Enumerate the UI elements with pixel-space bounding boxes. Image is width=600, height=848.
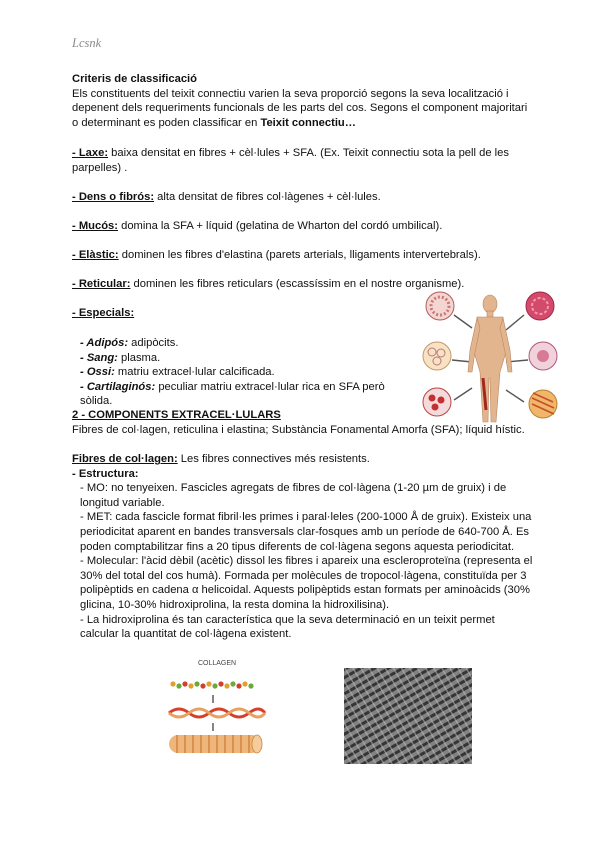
section-components [72,408,542,437]
dens-label: - Dens o fibrós: [72,191,155,203]
especials-list [80,336,420,409]
fibres-estructura: - Estructura: [72,467,139,480]
dens-text: alta densitat de fibres col·làgenes + cèl·lules. [154,191,381,203]
laxe-text: baixa densitat en fibres + cèl·lules + SFA. (Ex. Teixit connectiu sota la pell de les parpelles) . [72,147,509,174]
mucos-text: domina la SFA + líquid (gelatina de Wharton del cordó umbilical). [118,220,443,232]
amino-acid-chain [170,681,253,688]
criteris-intro-bold: Teixit connectiu… [260,116,356,129]
criteris-intro: Els constituents del teixit connectiu varien la seva proporció segons la seva localització i depenent dels requeriments funcionals de les parts del cos. Segons el component majoritari o determinant es poden classificar en Teixit connectiu… [72,87,528,129]
fibres-molecular: - Molecular: l'àcid dèbil (acètic) dissol les fibres i apareix una escleroproteïna (representa el 30% del total del cos humà). Formada per molècules de tropocol·làgena, constituïda per 3 polipèptids en cadena α helicoidal. Aquests polipèptids estan formats per aminoàcids (30% glicina, 10-30% hidroxiprolina, la resta domina la hidroxilisina). [80,555,533,611]
reticular-label: - Reticular: [72,278,131,290]
especials-label: - Especials: [72,307,135,319]
section2-text: Fibres de col·lagen, reticulina i elastina; Substància Fonamental Amorfa (SFA); líquid hístic. [72,423,525,436]
criteris-title: Criteris de classificació [72,73,197,85]
triple-helix [169,709,265,717]
elastic-label: - Elàstic: [72,249,119,261]
type-laxe [72,146,532,175]
elastic-text: dominen les fibres d'elastina (parets arterials, lligaments intervertebrals). [118,249,481,261]
brand-header: Lcsnk [72,36,102,50]
fibril-cylinder [169,735,262,753]
fibres-heading: Fibres de col·lagen: Les fibres connectives més resistents. [72,453,370,465]
especial-sang: - Sang: plasma. [80,351,161,364]
mucos-label: - Mucós: [72,220,118,232]
type-dens [72,190,532,205]
collagen-diagram-title: COLLAGEN [197,660,237,667]
especial-cartilaginos: - Cartilaginós: peculiar matriu extracel·lular rica en SFA però sòlida. [80,380,385,408]
fibres-met: - MET: cada fascicle format fibril·les primes i paral·leles (200-1000 Å de gruix). Existeix una periodicitat aparent en bandes transversals clar-fosques amb un període de 640-700 Å. Es poden comptabilitzar fins a 20 tipus diferents de col·làgena segons aquesta periodicitat. [80,511,532,553]
type-elastic [72,248,532,263]
collagen-micrograph [344,668,472,764]
laxe-label: - Laxe: [72,147,109,159]
section2-title: 2 - COMPONENTS EXTRACEL·LULARS [72,409,281,421]
reticular-text: dominen les fibres reticulars (escassíssim en el nostre organisme). [130,278,465,290]
collagen-structure-diagram [165,655,270,760]
criteris-section [72,72,532,130]
section-fibres-colagen [72,452,534,642]
type-mucos [72,219,532,234]
especial-adipos: - Adipós: adipòcits. [80,337,179,349]
fibres-mo: - MO: no tenyeixen. Fascicles agregats de fibres de col·làgena (1-20 µm de gruix) i de longitud variable. [80,482,507,509]
especial-ossi: - Ossi: matriu extracel·lular calcificada. [80,366,275,379]
fibres-hidroxi: - La hidroxiprolina és tan característica que la seva determinació en un teixit permet calcular la quantitat de col·làgena existent. [80,613,495,641]
